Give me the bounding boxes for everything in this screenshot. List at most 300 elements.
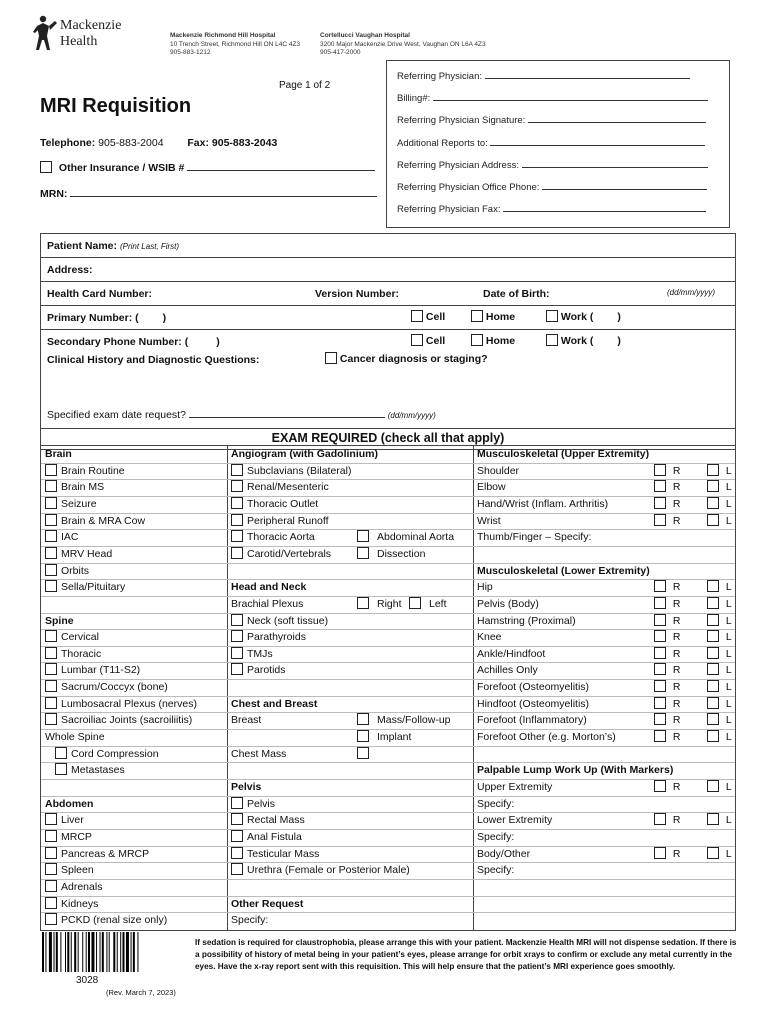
right-side-option[interactable]: [654, 779, 681, 796]
extra-option-label: Right: [377, 597, 402, 610]
exam-checkbox[interactable]: [45, 647, 57, 659]
exam-option-label: IAC: [61, 531, 79, 544]
exam-option-label: Shoulder: [477, 464, 520, 477]
secondary-cell-option[interactable]: [411, 334, 445, 347]
left-side-option[interactable]: [707, 513, 732, 530]
exam-checkbox[interactable]: [45, 863, 57, 875]
left-side-option[interactable]: [707, 463, 732, 480]
exam-option-label: Pelvis: [247, 797, 276, 810]
exam-option-label: MRCP: [61, 830, 92, 843]
column-divider: [227, 446, 228, 930]
exam-option-label: Specify:: [477, 830, 515, 843]
right-side-option[interactable]: [654, 613, 681, 630]
exam-option-achilles-only: [477, 662, 735, 679]
right-label: R: [672, 631, 681, 644]
exam-checkbox[interactable]: [45, 880, 57, 892]
right-checkbox[interactable]: [654, 680, 666, 692]
fax-value: 905-883-2043: [211, 137, 278, 149]
left-side-option[interactable]: [707, 646, 732, 663]
exam-checkbox[interactable]: [45, 897, 57, 909]
exam-option-mrv-head[interactable]: [45, 546, 225, 563]
referring-physician-box: [386, 60, 730, 228]
exam-option-shoulder: [477, 463, 735, 480]
exam-option-label: Hip: [477, 581, 493, 594]
exam-checkbox[interactable]: [231, 547, 243, 559]
left-checkbox[interactable]: [707, 780, 719, 792]
exam-option-label: Hamstring (Proximal): [477, 614, 576, 627]
exam-option-thoracic-aorta[interactable]: [231, 529, 471, 546]
exam-option-ankle-hindfoot: [477, 646, 735, 663]
exam-option-lumbosacral-plexus-nerves[interactable]: [45, 696, 225, 713]
left-checkbox[interactable]: [707, 497, 719, 509]
extra-checkbox[interactable]: [357, 530, 369, 542]
logo-line1: Mackenzie: [60, 18, 122, 33]
address-row[interactable]: [41, 258, 735, 282]
section-heading-palpable-lump-work-up-with-markers: [477, 762, 735, 779]
extra-option[interactable]: [357, 546, 425, 563]
right-checkbox[interactable]: [654, 514, 666, 526]
ref-fax-label: Referring Physician Fax:: [397, 204, 501, 216]
exam-checkbox[interactable]: [45, 464, 57, 476]
exam-option-forefoot-other-e-g-morton-s: [477, 729, 735, 746]
exam-option-blank: [231, 729, 471, 746]
left-side-option[interactable]: [707, 712, 732, 729]
exam-option-cervical[interactable]: [45, 629, 225, 646]
secondary-cell-label: Cell: [425, 335, 446, 347]
secondary-work-label: Work (: [560, 335, 594, 347]
exam-option-label: Forefoot Other (e.g. Morton’s): [477, 731, 616, 744]
exam-checkbox[interactable]: [45, 480, 57, 492]
exam-option-pelvis[interactable]: [231, 796, 471, 813]
left-checkbox[interactable]: [707, 847, 719, 859]
exam-option-forefoot-inflammatory: [477, 712, 735, 729]
left-checkbox[interactable]: [707, 663, 719, 675]
secondary-number-label[interactable]: Secondary Phone Number: ( ): [47, 336, 220, 348]
exam-checkbox[interactable]: [45, 913, 57, 925]
exam-option-brain-ms[interactable]: [45, 479, 225, 496]
primary-cell-option[interactable]: [411, 310, 445, 323]
exam-option-blank: [477, 546, 735, 563]
exam-checkbox[interactable]: [45, 830, 57, 842]
right-side-option[interactable]: [654, 496, 681, 513]
section-heading-musculoskeletal-upper-extremity: [477, 446, 735, 463]
primary-home-label: Home: [485, 311, 516, 323]
other-insurance-label: Other Insurance / WSIB #: [58, 162, 185, 174]
exam-checkbox[interactable]: [55, 763, 67, 775]
exam-checkbox[interactable]: [45, 514, 57, 526]
exam-option-blank: [231, 679, 471, 696]
exam-option-label: Thoracic Aorta: [247, 531, 315, 544]
exam-option-label: Thumb/Finger – Specify:: [477, 531, 592, 544]
barcode-bar: [137, 932, 138, 972]
extra-option-2[interactable]: [409, 596, 447, 613]
mrn-field[interactable]: [70, 187, 377, 197]
right-checkbox[interactable]: [654, 614, 666, 626]
left-checkbox[interactable]: [707, 597, 719, 609]
exam-option-label: Spleen: [61, 864, 94, 877]
exam-checkbox[interactable]: [231, 647, 243, 659]
extra-checkbox[interactable]: [357, 730, 369, 742]
left-side-option[interactable]: [707, 629, 732, 646]
exam-option-blank: [231, 563, 471, 580]
extra-option-label: Mass/Follow-up: [377, 714, 451, 727]
left-side-option[interactable]: [707, 812, 732, 829]
hospital-2-info: [320, 32, 486, 58]
exam-option-blank: [477, 879, 735, 896]
right-label: R: [672, 697, 681, 710]
barcode-bar: [60, 932, 61, 972]
extra-option[interactable]: [357, 712, 451, 729]
exam-date-format: (dd/mm/yyyy): [387, 411, 436, 420]
exam-option-blank: [45, 779, 225, 796]
exam-checkbox[interactable]: [45, 663, 57, 675]
extra-option-label: Abdominal Aorta: [377, 531, 455, 544]
primary-cell-checkbox[interactable]: [411, 310, 423, 322]
ref-fax-field[interactable]: [503, 202, 706, 212]
exam-option-blank: [477, 746, 735, 763]
left-side-option[interactable]: [707, 579, 732, 596]
left-checkbox[interactable]: [707, 647, 719, 659]
exam-option-brain-mra-cow[interactable]: [45, 513, 225, 530]
left-checkbox[interactable]: [707, 464, 719, 476]
left-side-option[interactable]: [707, 479, 732, 496]
exam-option-hip: [477, 579, 735, 596]
exam-option-orbits[interactable]: [45, 563, 225, 580]
exam-option-peripheral-runoff[interactable]: [231, 513, 471, 530]
barcode-bar: [106, 932, 107, 972]
right-checkbox[interactable]: [654, 630, 666, 642]
left-side-option[interactable]: [707, 662, 732, 679]
extra-option[interactable]: [357, 746, 377, 763]
barcode-bar: [120, 932, 121, 972]
exam-option-testicular-mass[interactable]: [231, 846, 471, 863]
right-label: R: [672, 514, 681, 527]
extra-checkbox-2[interactable]: [409, 597, 421, 609]
exam-option-cord-compression[interactable]: [55, 746, 225, 763]
right-side-option[interactable]: [654, 579, 681, 596]
left-checkbox[interactable]: [707, 713, 719, 725]
right-checkbox[interactable]: [654, 497, 666, 509]
secondary-work-checkbox[interactable]: [546, 334, 558, 346]
exam-option-label: Elbow: [477, 481, 506, 494]
exam-checkbox[interactable]: [45, 813, 57, 825]
ref-address-row: [397, 158, 719, 180]
exam-option-mrcp[interactable]: [45, 829, 225, 846]
exam-checkbox[interactable]: [231, 863, 243, 875]
primary-work-option[interactable]: Work ( ): [546, 310, 621, 323]
exam-option-chest-mass: [231, 746, 471, 763]
left-side-option[interactable]: [707, 613, 732, 630]
section-heading-pelvis: [231, 779, 471, 796]
left-checkbox[interactable]: [707, 730, 719, 742]
left-checkbox[interactable]: [707, 630, 719, 642]
left-checkbox[interactable]: [707, 580, 719, 592]
exam-option-brain-routine[interactable]: [45, 463, 225, 480]
exam-checkbox[interactable]: [45, 530, 57, 542]
exam-option-pelvis-body: [477, 596, 735, 613]
exam-checkbox[interactable]: [45, 713, 57, 725]
exam-option-metastases[interactable]: [55, 762, 225, 779]
revision-date: (Rev. March 7, 2023): [106, 988, 176, 997]
exam-checkbox[interactable]: [231, 630, 243, 642]
exam-option-label: Brain: [45, 448, 72, 460]
exam-option-lower-extremity: [477, 812, 735, 829]
other-insurance-field[interactable]: [187, 161, 375, 171]
exam-option-label: Specify:: [477, 797, 515, 810]
extra-checkbox[interactable]: [357, 747, 369, 759]
exam-option-kidneys[interactable]: [45, 896, 225, 913]
barcode-bar: [102, 932, 104, 972]
left-side-option[interactable]: [707, 679, 732, 696]
signature-label: Referring Physician Signature:: [397, 115, 526, 127]
barcode-bar: [117, 932, 118, 972]
exam-option-liver[interactable]: [45, 812, 225, 829]
right-side-option[interactable]: [654, 846, 681, 863]
exam-option-renal-mesenteric[interactable]: [231, 479, 471, 496]
exam-checkbox[interactable]: [231, 813, 243, 825]
exam-option-label: Musculoskeletal (Upper Extremity): [477, 448, 650, 460]
exam-checkbox[interactable]: [231, 847, 243, 859]
exam-option-label: Ankle/Hindfoot: [477, 647, 546, 660]
exam-option-blank: [231, 762, 471, 779]
exam-option-sella-pituitary[interactable]: [45, 579, 225, 596]
left-checkbox[interactable]: [707, 813, 719, 825]
right-checkbox[interactable]: [654, 663, 666, 675]
exam-date-row[interactable]: [47, 408, 436, 421]
exam-option-adrenals[interactable]: [45, 879, 225, 896]
barcode-bar: [56, 932, 58, 972]
left-label: L: [725, 614, 732, 627]
right-label: R: [672, 664, 681, 677]
secondary-work-option[interactable]: Work ( ): [546, 334, 621, 347]
left-side-option[interactable]: [707, 846, 732, 863]
exam-option-neck-soft-tissue[interactable]: [231, 613, 471, 630]
exam-option-breast: [231, 712, 471, 729]
patient-name-label: Patient Name:: [47, 240, 118, 252]
exam-option-label: Hindfoot (Osteomyelitis): [477, 697, 590, 710]
right-side-option[interactable]: [654, 596, 681, 613]
signature-field[interactable]: [528, 113, 706, 123]
exam-option-label: Cervical: [61, 631, 99, 644]
ref-physician-field[interactable]: [485, 69, 690, 79]
exam-option-label: Sacrum/Coccyx (bone): [61, 681, 168, 694]
other-insurance-checkbox[interactable]: [40, 161, 52, 173]
left-label: L: [725, 464, 732, 477]
primary-home-option[interactable]: [471, 310, 515, 323]
right-checkbox[interactable]: [654, 464, 666, 476]
additional-reports-row: [397, 136, 719, 158]
exam-option-label: Abdomen: [45, 797, 94, 810]
exam-option-label: Sella/Pituitary: [61, 581, 126, 594]
exam-checkbox[interactable]: [231, 480, 243, 492]
left-checkbox[interactable]: [707, 614, 719, 626]
exam-option-label: Orbits: [61, 564, 90, 577]
right-side-option[interactable]: [654, 479, 681, 496]
exam-checkbox[interactable]: [231, 614, 243, 626]
exam-option-label: Liver: [61, 814, 84, 827]
exam-option-urethra-female-or-posterior-male[interactable]: [231, 862, 471, 879]
cancer-diagnosis-checkbox[interactable]: [325, 352, 337, 364]
additional-reports-field[interactable]: [490, 136, 705, 146]
exam-checkbox[interactable]: [45, 847, 57, 859]
right-checkbox[interactable]: [654, 580, 666, 592]
exam-option-carotid-vertebrals[interactable]: [231, 546, 471, 563]
right-side-option[interactable]: [654, 696, 681, 713]
exam-checkbox[interactable]: [45, 697, 57, 709]
exam-checkbox[interactable]: [231, 797, 243, 809]
patient-name-row[interactable]: [41, 234, 735, 258]
exam-option-hamstring-proximal: [477, 613, 735, 630]
right-side-option[interactable]: [654, 812, 681, 829]
left-checkbox[interactable]: [707, 697, 719, 709]
exam-option-parotids[interactable]: [231, 662, 471, 679]
exam-option-thoracic[interactable]: [45, 646, 225, 663]
exam-option-spleen[interactable]: [45, 862, 225, 879]
right-checkbox[interactable]: [654, 480, 666, 492]
exam-option-parathyroids[interactable]: [231, 629, 471, 646]
left-side-option[interactable]: [707, 596, 732, 613]
right-side-option[interactable]: [654, 463, 681, 480]
extra-checkbox[interactable]: [357, 597, 369, 609]
left-checkbox[interactable]: [707, 480, 719, 492]
secondary-number-row: [41, 330, 735, 354]
exam-option-label: Brain Routine: [61, 464, 125, 477]
billing-field[interactable]: [433, 91, 708, 101]
exam-checkbox[interactable]: [45, 680, 57, 692]
exam-option-label: Pancreas & MRCP: [61, 847, 150, 860]
exam-option-label: Breast: [231, 714, 262, 727]
exam-option-sacrum-coccyx-bone[interactable]: [45, 679, 225, 696]
exam-option-anal-fistula[interactable]: [231, 829, 471, 846]
exam-option-label: Chest Mass: [231, 747, 287, 760]
barcode-bar: [71, 932, 72, 972]
cancer-diagnosis-option[interactable]: [325, 352, 488, 365]
exam-option-seizure[interactable]: [45, 496, 225, 513]
left-side-option[interactable]: [707, 729, 732, 746]
exam-option-pancreas-mrcp[interactable]: [45, 846, 225, 863]
right-side-option[interactable]: [654, 646, 681, 663]
secondary-home-checkbox[interactable]: [471, 334, 483, 346]
section-heading-abdomen: [45, 796, 225, 813]
right-side-option[interactable]: [654, 729, 681, 746]
extra-option[interactable]: [357, 729, 411, 746]
right-checkbox[interactable]: [654, 813, 666, 825]
exam-checkbox[interactable]: [45, 630, 57, 642]
exam-option-subclavians-bilateral[interactable]: [231, 463, 471, 480]
exam-option-blank: [477, 912, 735, 929]
fax-label: Fax:: [187, 137, 209, 149]
exam-option-label: Angiogram (with Gadolinium): [231, 448, 378, 460]
exam-option-pckd-renal-size-only[interactable]: [45, 912, 225, 929]
secondary-cell-checkbox[interactable]: [411, 334, 423, 346]
exam-option-specify: [477, 796, 735, 813]
exam-checkbox[interactable]: [231, 497, 243, 509]
primary-work-checkbox[interactable]: [546, 310, 558, 322]
left-side-option[interactable]: [707, 696, 732, 713]
exam-option-thoracic-outlet[interactable]: [231, 496, 471, 513]
barcode-number: 3028: [76, 975, 99, 986]
extra-option-label: Implant: [377, 731, 412, 744]
right-side-option[interactable]: [654, 679, 681, 696]
left-checkbox[interactable]: [707, 514, 719, 526]
right-checkbox[interactable]: [654, 730, 666, 742]
exam-option-rectal-mass[interactable]: [231, 812, 471, 829]
exam-option-iac[interactable]: [45, 529, 225, 546]
exam-checkbox[interactable]: [231, 530, 243, 542]
right-side-option[interactable]: [654, 513, 681, 530]
primary-home-checkbox[interactable]: [471, 310, 483, 322]
barcode-bar: [133, 932, 135, 972]
exam-option-label: Specify:: [477, 864, 515, 877]
extra-checkbox[interactable]: [357, 713, 369, 725]
left-checkbox[interactable]: [707, 680, 719, 692]
right-side-option[interactable]: [654, 712, 681, 729]
extra-option[interactable]: [357, 596, 402, 613]
ref-address-label: Referring Physician Address:: [397, 159, 519, 171]
section-heading-head-and-neck: [231, 579, 471, 596]
left-label: L: [725, 714, 732, 727]
extra-option[interactable]: [357, 529, 454, 546]
exam-option-label: Neck (soft tissue): [247, 614, 329, 627]
exam-option-tmjs[interactable]: [231, 646, 471, 663]
telephone-label: Telephone:: [40, 137, 96, 149]
exam-checkbox[interactable]: [45, 547, 57, 559]
exam-checkbox[interactable]: [231, 514, 243, 526]
left-side-option[interactable]: [707, 779, 732, 796]
exam-checkbox[interactable]: [45, 497, 57, 509]
right-checkbox[interactable]: [654, 780, 666, 792]
right-side-option[interactable]: [654, 629, 681, 646]
exam-checkbox[interactable]: [45, 580, 57, 592]
ref-fax-row: [397, 202, 719, 224]
ref-office-phone-field[interactable]: [542, 180, 707, 190]
exam-checkbox[interactable]: [231, 663, 243, 675]
exam-option-label: Testicular Mass: [247, 847, 320, 860]
right-label: R: [672, 781, 681, 793]
left-side-option[interactable]: [707, 496, 732, 513]
extra-checkbox[interactable]: [357, 547, 369, 559]
exam-date-field[interactable]: [189, 408, 385, 418]
exam-option-sacroiliac-joints-sacroiliitis[interactable]: [45, 712, 225, 729]
health-card-label: Health Card Number:: [47, 288, 153, 300]
barcode-bar: [126, 932, 129, 972]
exam-option-lumbar-t11-s2[interactable]: [45, 662, 225, 679]
health-card-row[interactable]: [41, 282, 735, 306]
ref-address-field[interactable]: [522, 158, 708, 168]
right-checkbox[interactable]: [654, 647, 666, 659]
secondary-home-option[interactable]: [471, 334, 515, 347]
right-side-option[interactable]: [654, 662, 681, 679]
right-checkbox[interactable]: [654, 597, 666, 609]
mrn-row: [40, 187, 377, 200]
exam-option-label: Musculoskeletal (Lower Extremity): [477, 564, 650, 577]
left-label: L: [725, 514, 732, 527]
exam-checkbox[interactable]: [45, 564, 57, 576]
right-checkbox[interactable]: [654, 713, 666, 725]
secondary-home-label: Home: [485, 335, 516, 347]
exam-checkbox[interactable]: [231, 830, 243, 842]
exam-checkbox[interactable]: [55, 747, 67, 759]
exam-option-knee: [477, 629, 735, 646]
hospital-2-address: 3200 Major Mackenzie Drive West, Vaughan ON L6A 4Z3: [320, 40, 486, 48]
exam-checkbox[interactable]: [231, 464, 243, 476]
exam-option-label: Kidneys: [61, 897, 99, 910]
exam-option-label: Forefoot (Osteomyelitis): [477, 681, 590, 694]
dob-format: (dd/mm/yyyy): [667, 288, 715, 297]
primary-number-label[interactable]: Primary Number: ( ): [47, 312, 167, 324]
right-checkbox[interactable]: [654, 847, 666, 859]
right-checkbox[interactable]: [654, 697, 666, 709]
